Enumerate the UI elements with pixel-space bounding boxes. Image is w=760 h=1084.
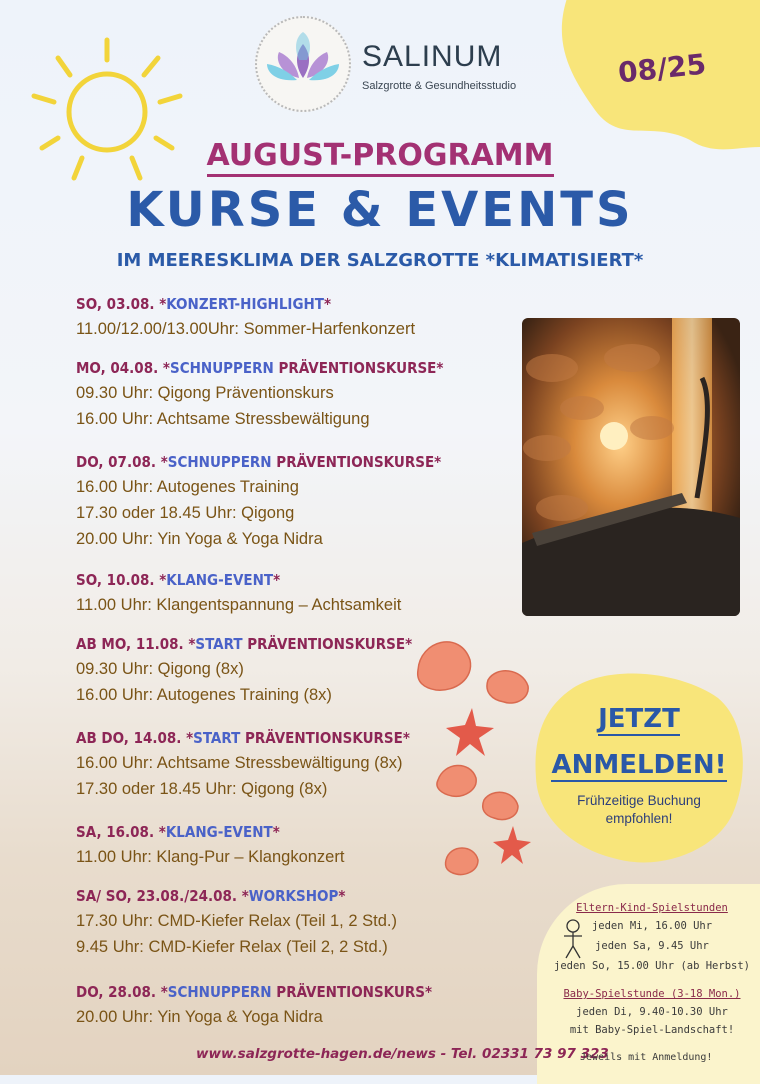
event-header: SO, 03.08. *KONZERT-HIGHLIGHT* [76, 295, 332, 313]
event-item [76, 450, 441, 552]
contact-link[interactable]: www.salzgrotte-hagen.de/news - Tel. 02331 73 97 323 [196, 1046, 609, 1062]
event-line: 9.45 Uhr: CMD-Kiefer Relax (Teil 2, 2 Std.) [76, 938, 388, 956]
event-header: DO, 07.08. *SCHNUPPERN PRÄVENTIONSKURSE* [76, 453, 442, 471]
cta-note-line1: Frühzeitige Buchung [577, 793, 701, 808]
playgroup-time-3: jeden So, 15.00 Uhr (ab Herbst) [554, 960, 750, 972]
playgroup-title: Eltern-Kind-Spielstunden [576, 902, 728, 914]
event-header: SO, 10.08. *KLANG-EVENT* [76, 571, 281, 589]
cta-now: JETZT [598, 704, 680, 734]
event-line: 17.30 oder 18.45 Uhr: Qigong (8x) [76, 780, 328, 798]
event-line: 11.00/12.00/13.00Uhr: Sommer-Harfenkonzert [76, 320, 416, 338]
event-item [76, 980, 432, 1030]
event-line: 16.00 Uhr: Achtsame Stressbewältigung (8x) [76, 754, 403, 772]
event-item [76, 884, 397, 960]
event-item [76, 356, 443, 432]
event-header: AB DO, 14.08. *START PRÄVENTIONSKURSE* [76, 729, 410, 747]
event-line: 16.00 Uhr: Achtsame Stressbewältigung [76, 410, 370, 428]
event-line: 11.00 Uhr: Klangentspannung – Achtsamkeit [76, 596, 402, 614]
event-line: 11.00 Uhr: Klang-Pur – Klangkonzert [76, 848, 345, 866]
event-item [76, 292, 415, 342]
event-line: 09.30 Uhr: Qigong (8x) [76, 660, 244, 678]
event-header: AB MO, 11.08. *START PRÄVENTIONSKURSE* [76, 635, 413, 653]
event-line: 17.30 oder 18.45 Uhr: Qigong [76, 504, 295, 522]
event-line: 16.00 Uhr: Autogenes Training (8x) [76, 686, 332, 704]
event-header: SA/ SO, 23.08./24.08. *WORKSHOP* [76, 887, 346, 905]
event-item [76, 632, 412, 708]
main-title: KURSE & EVENTS [126, 182, 634, 238]
month-code: 08/25 [616, 47, 708, 90]
cta-register: ANMELDEN! [551, 750, 727, 780]
baby-line-1: jeden Di, 9.40-10.30 Uhr [576, 1006, 728, 1018]
subtitle: IM MEERESKLIMA DER SALZGROTTE *KLIMATISIERT* [116, 250, 644, 271]
playgroup-time-1: jeden Mi, 16.00 Uhr [591, 920, 713, 932]
event-item [76, 726, 410, 802]
event-line: 09.30 Uhr: Qigong Präventionskurs [76, 384, 334, 402]
event-line: 17.30 Uhr: CMD-Kiefer Relax (Teil 1, 2 Std.) [76, 912, 397, 930]
program-title: AUGUST-PROGRAMM [0, 138, 760, 173]
event-line: 16.00 Uhr: Autogenes Training [76, 478, 299, 496]
baby-title: Baby-Spielstunde (3-18 Mon.) [563, 988, 741, 1000]
logo-badge [255, 16, 351, 112]
event-header: DO, 28.08. *SCHNUPPERN PRÄVENTIONSKURS* [76, 983, 433, 1001]
event-header: SA, 16.08. *KLANG-EVENT* [76, 823, 280, 841]
event-line: 20.00 Uhr: Yin Yoga & Yoga Nidra [76, 1008, 323, 1026]
cta-note-line2: empfohlen! [605, 811, 673, 826]
playgroup-time-2: jeden Sa, 9.45 Uhr [595, 940, 709, 952]
event-item [76, 820, 344, 870]
shell-decoration [400, 630, 540, 890]
baby-line-2: mit Baby-Spiel-Landschaft! [569, 1024, 735, 1036]
lotus-icon [257, 18, 349, 110]
event-header: MO, 04.08. *SCHNUPPERN PRÄVENTIONSKURSE* [76, 359, 444, 377]
cta-note [533, 792, 745, 828]
registration-note: Jeweils mit Anmeldung! [580, 1052, 713, 1063]
event-item [76, 568, 401, 618]
brand-subtitle: Salzgrotte & Gesundheitsstudio [362, 80, 517, 92]
brand-name: SALINUM [362, 40, 503, 73]
event-line: 20.00 Uhr: Yin Yoga & Yoga Nidra [76, 530, 323, 548]
salt-cave-photo [522, 318, 740, 616]
